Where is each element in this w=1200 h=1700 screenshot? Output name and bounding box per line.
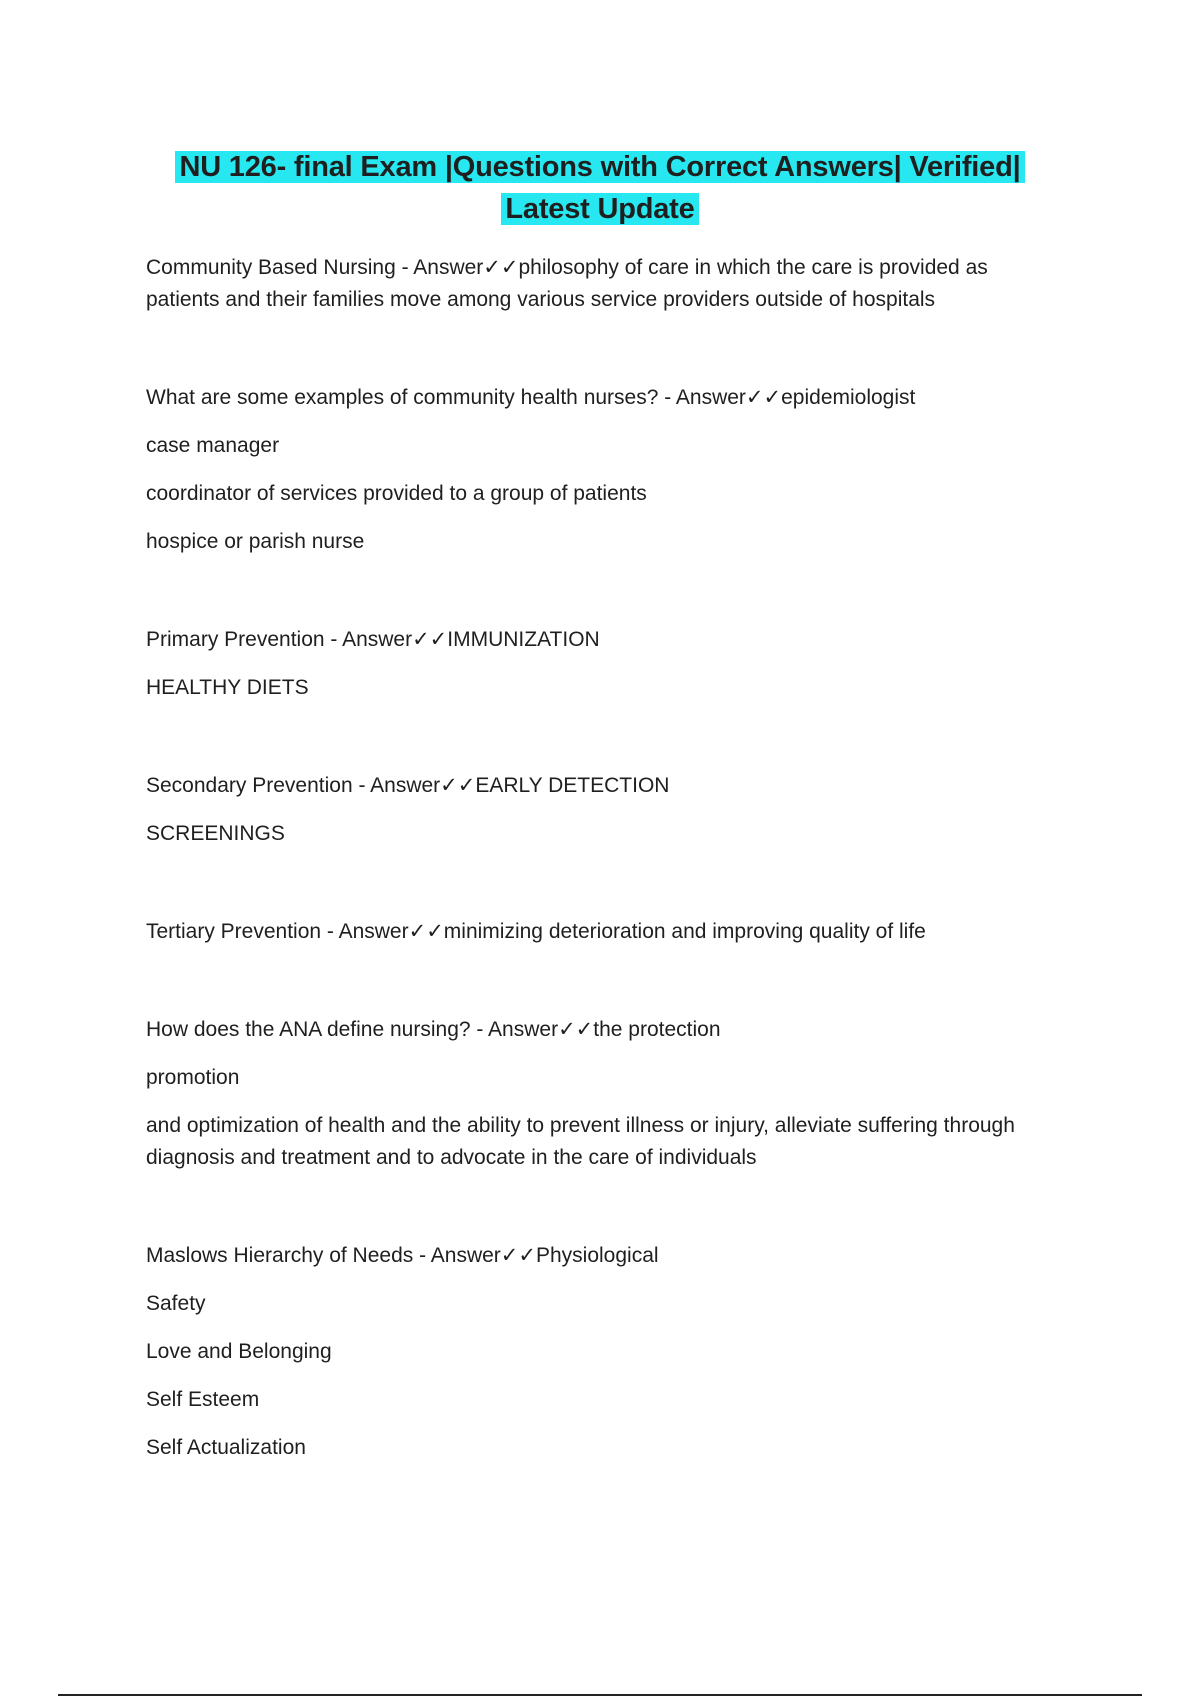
qa-line: How does the ANA define nursing? - Answer✓✓the protection <box>146 1018 721 1041</box>
qa-item-primary-prevention <box>146 624 1046 704</box>
document-title <box>146 146 1054 230</box>
qa-line: Secondary Prevention - Answer✓✓EARLY DETECTION <box>146 774 670 797</box>
qa-item-community-based-nursing <box>146 252 1046 316</box>
qa-item-community-health-nurses <box>146 382 1046 558</box>
qa-line: Self Actualization <box>146 1436 306 1459</box>
qa-line: and optimization of health and the ability to prevent illness or injury, alleviate suffering through diagnosis and treatment and to advocate in the care of individuals <box>146 1114 1015 1169</box>
qa-line: Primary Prevention - Answer✓✓IMMUNIZATION <box>146 628 600 651</box>
qa-line: promotion <box>146 1066 240 1089</box>
qa-list <box>146 252 1046 1530</box>
qa-item-tertiary-prevention <box>146 916 1046 948</box>
qa-line: Community Based Nursing - Answer✓✓philosophy of care in which the care is provided as patients and their families move among various service providers outside of hospitals <box>146 256 988 311</box>
qa-line: coordinator of services provided to a group of patients <box>146 482 647 505</box>
qa-line: Tertiary Prevention - Answer✓✓minimizing deterioration and improving quality of life <box>146 920 926 943</box>
title-line-1: NU 126- final Exam |Questions with Correct Answers| Verified| <box>175 151 1024 183</box>
qa-item-ana-define-nursing <box>146 1014 1046 1174</box>
qa-line: Love and Belonging <box>146 1340 332 1363</box>
qa-item-secondary-prevention <box>146 770 1046 850</box>
qa-line: case manager <box>146 434 280 457</box>
qa-item-maslows-hierarchy <box>146 1240 1046 1464</box>
qa-line: Safety <box>146 1292 206 1315</box>
qa-line: SCREENINGS <box>146 822 285 845</box>
footer-divider <box>58 1694 1142 1696</box>
qa-line: Maslows Hierarchy of Needs - Answer✓✓Physiological <box>146 1244 659 1267</box>
qa-line: HEALTHY DIETS <box>146 676 309 699</box>
title-line-2: Latest Update <box>501 193 698 225</box>
qa-line: What are some examples of community health nurses? - Answer✓✓epidemiologist <box>146 386 916 409</box>
qa-line: hospice or parish nurse <box>146 530 365 553</box>
qa-line: Self Esteem <box>146 1388 260 1411</box>
